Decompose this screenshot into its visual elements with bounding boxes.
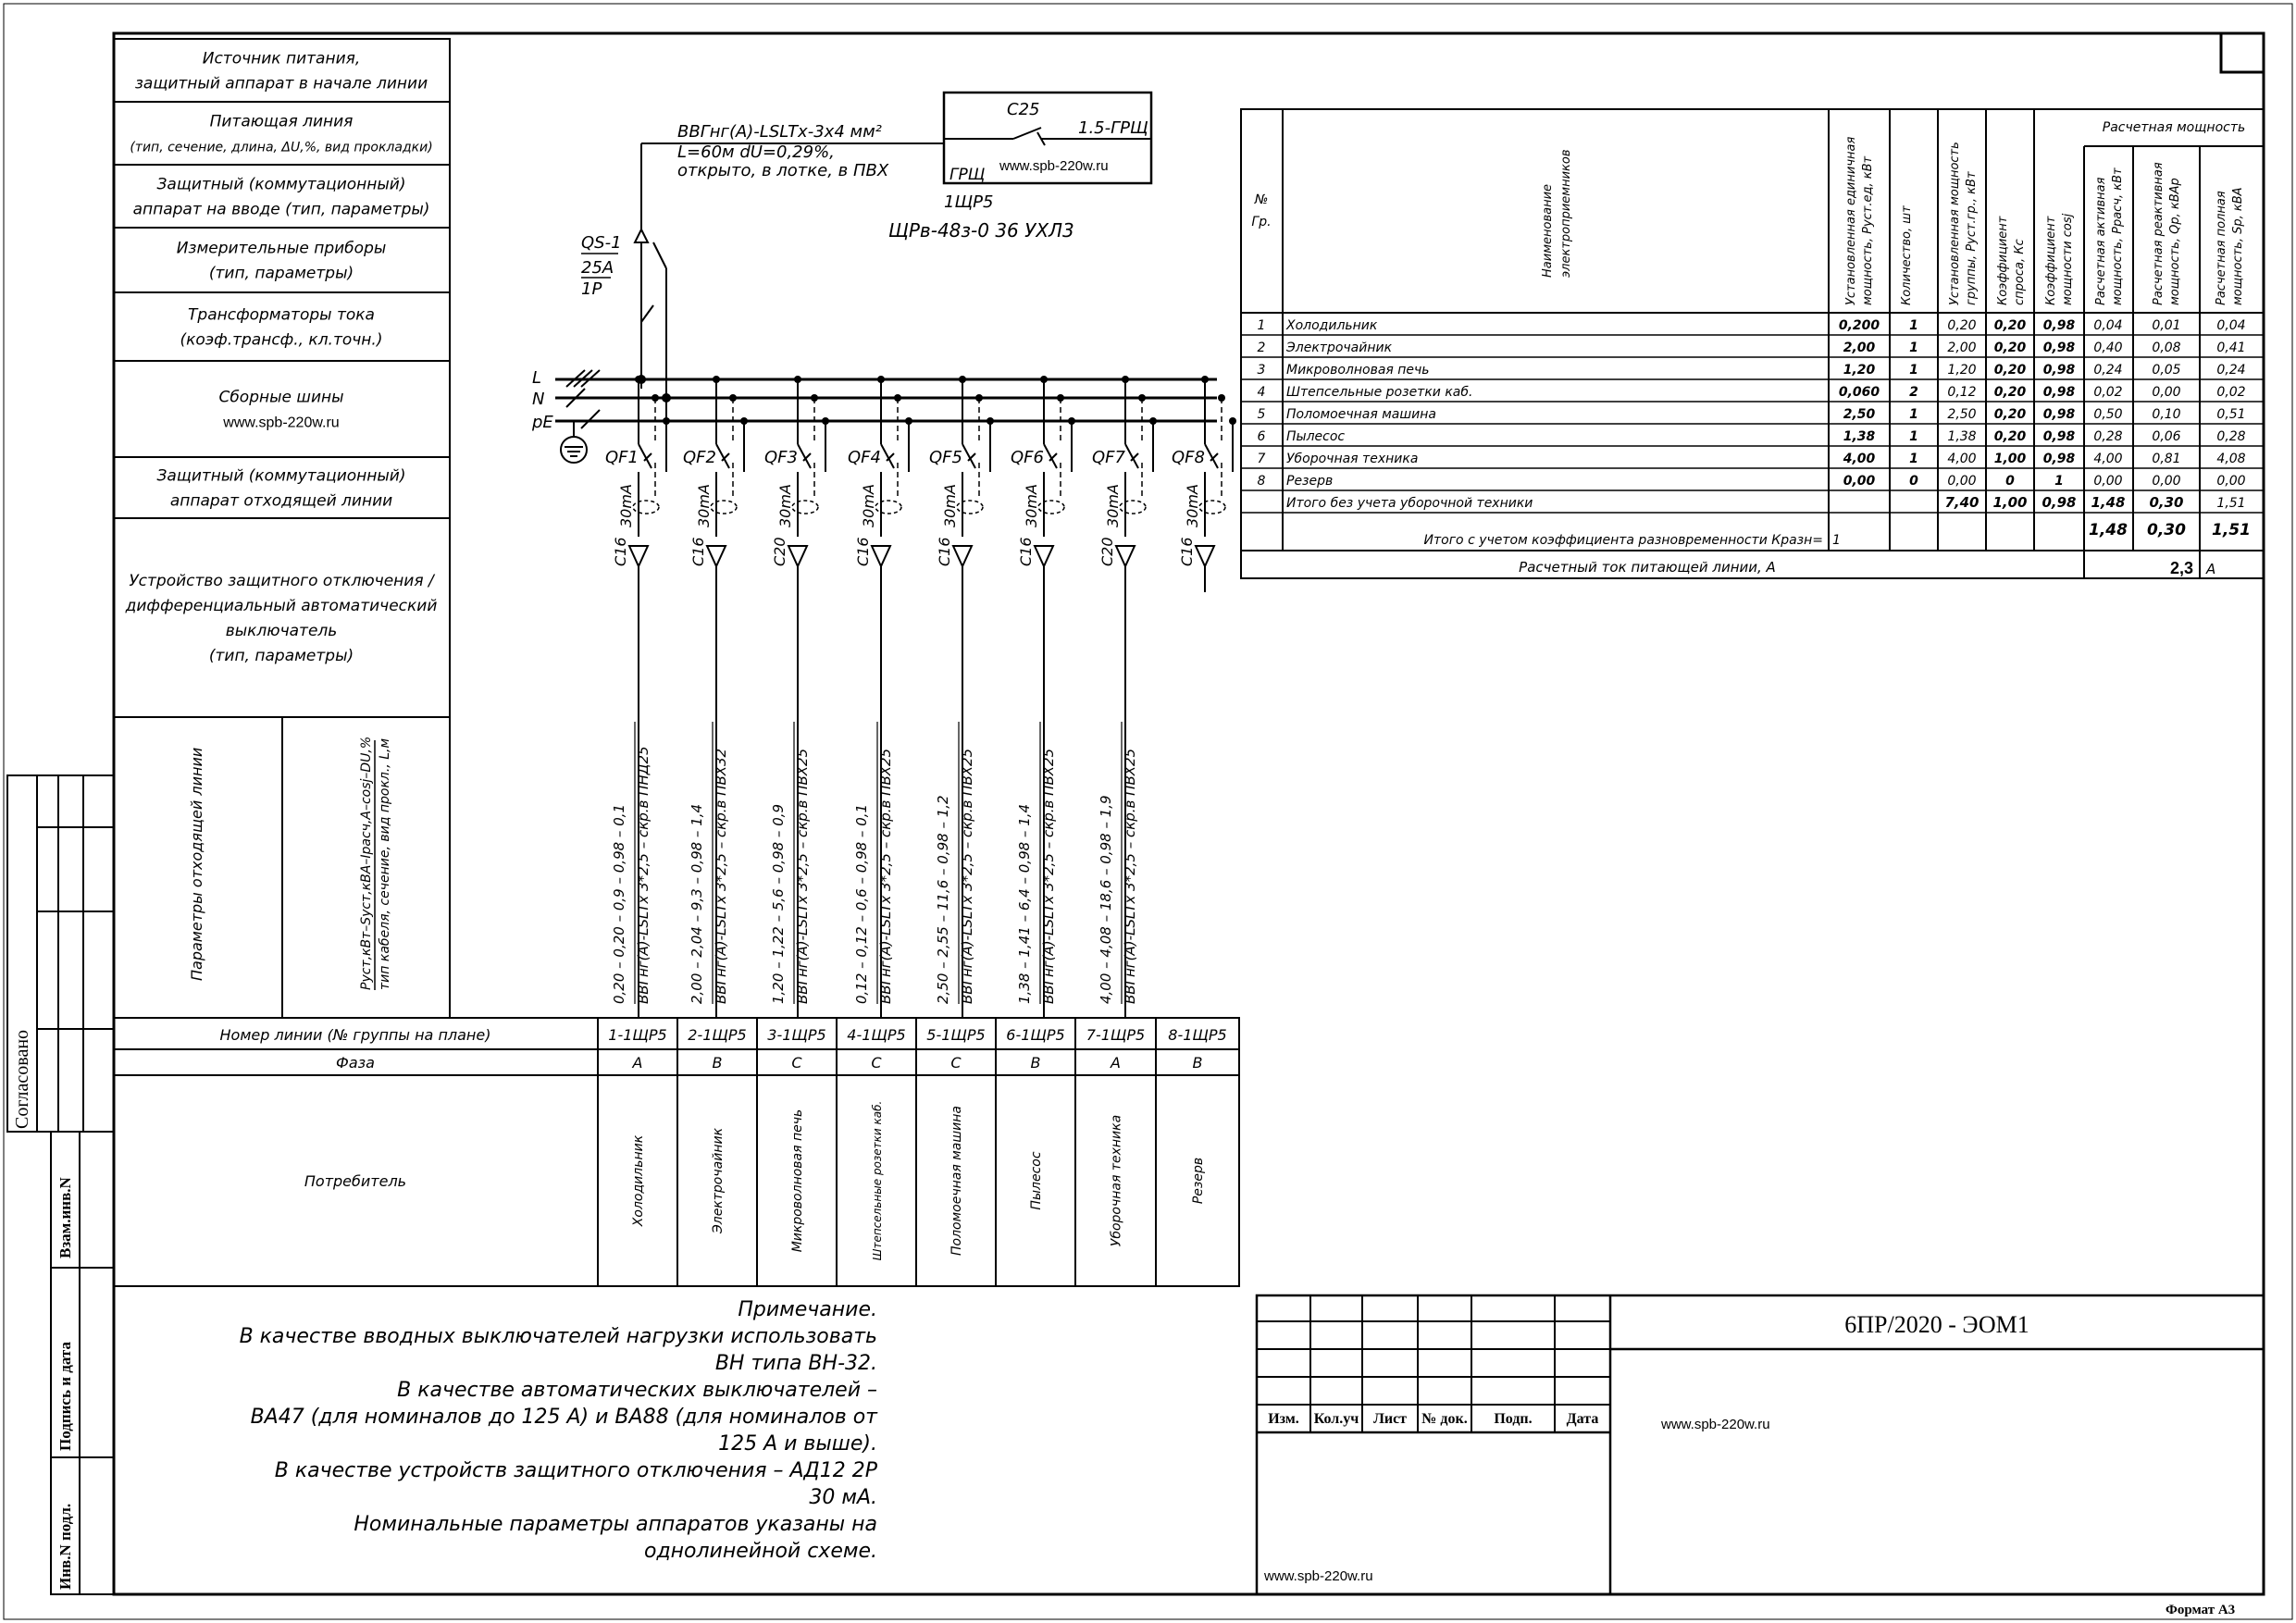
group-params: 2,50 – 2,55 – 11,6 – 0,98 – 1,2 — [935, 795, 951, 1004]
phase-value: B — [712, 1054, 723, 1072]
row-cell: 1,38 — [1947, 429, 1977, 444]
row-cell: 0,28 — [2216, 429, 2246, 444]
hdr-col: спроса, Кс — [2013, 239, 2027, 305]
phase-value: B — [1192, 1054, 1203, 1072]
left-row-text: Питающая линия — [209, 112, 354, 131]
row-cell: 0,01 — [2152, 318, 2181, 333]
group-8 — [1172, 376, 1236, 592]
left-row-text: Источник питания, — [202, 49, 361, 68]
note-line: В качестве автоматических выключателей – — [397, 1379, 877, 1402]
row-cell: 2,00 — [1843, 341, 1876, 355]
left-row-text: защитный аппарат в начале линии — [134, 74, 428, 93]
row-cell: 1 — [1257, 318, 1266, 333]
phase-value: B — [1030, 1054, 1041, 1072]
row-name: Пылесос — [1286, 429, 1346, 444]
row-cell: 0,98 — [2042, 429, 2076, 444]
group-4 — [848, 376, 912, 1018]
total2-k: 1 — [1832, 533, 1841, 548]
row-cell: 4,00 — [2093, 452, 2123, 466]
group-params: 1,38 – 1,41 – 6,4 – 0,98 – 1,4 — [1016, 803, 1033, 1004]
row-cell: 0,00 — [2093, 474, 2123, 489]
left-row-text: Сборные шины — [218, 388, 344, 407]
group-params: 4,00 – 4,08 – 18,6 – 0,98 – 1,9 — [1098, 795, 1114, 1004]
stamp-col: № док. — [1421, 1411, 1468, 1427]
row-cell: 0,98 — [2042, 407, 2076, 422]
row-cell: 8 — [1257, 474, 1266, 489]
note-line: Номинальные параметры аппаратов указаны на — [354, 1513, 877, 1536]
hdr-col: Коэффициент — [2044, 216, 2058, 305]
total1-inst: 7,40 — [1944, 494, 1980, 511]
left-row-text: www.spb-220w.ru — [223, 415, 340, 431]
qs-name: QS-1 — [581, 233, 622, 253]
row-cell: 0,20 — [1993, 385, 2027, 400]
row-cell: 2 — [1909, 385, 1918, 400]
row-cell: 0,04 — [2216, 318, 2246, 333]
row-cell: 0,20 — [1993, 318, 2027, 333]
qf-label: QF8 — [1172, 448, 1205, 467]
total2-p: 1,48 — [2089, 521, 2128, 539]
row-cell: 2,00 — [1947, 341, 1977, 355]
current-label: Расчетный ток питающей линии, А — [1519, 559, 1776, 576]
hdr-col: мощность, Ррасч, кВт — [2111, 167, 2125, 305]
hdr-col: Установленная мощность — [1948, 142, 1962, 305]
bus-pe: pE — [532, 413, 553, 432]
stamp-code: 6ПР/2020 - ЭОМ1 — [1844, 1311, 2029, 1338]
row-cell: 0,98 — [2042, 341, 2076, 355]
stamp-col: Кол.уч — [1313, 1411, 1359, 1427]
hdr-col: группы, Руст.гр., кВт — [1965, 171, 1979, 305]
group-2 — [683, 376, 748, 1018]
left-row-text: аппарат отходящей линии — [169, 491, 393, 511]
note-line: В качестве вводных выключателей нагрузки использовать — [239, 1325, 877, 1348]
total1-s: 1,51 — [2216, 496, 2246, 511]
notes — [240, 1298, 879, 1563]
stamp-col: Лист — [1372, 1411, 1408, 1427]
row-cell: 2 — [1257, 341, 1266, 355]
row-cell: 5 — [1257, 407, 1266, 422]
row-cell: 0,51 — [2216, 407, 2246, 422]
hdr-name: Наименование — [1541, 183, 1555, 278]
row-cell: 1 — [2054, 474, 2064, 489]
feeder-cable-3: открыто, в лотке, в ПВХ — [677, 161, 889, 180]
group-params: 0,20 – 0,20 – 0,9 – 0,98 – 0,1 — [611, 803, 627, 1004]
row-cell: 0,08 — [2152, 341, 2181, 355]
consumer-name: Электрочайник — [711, 1127, 726, 1234]
row-cell: 0,12 — [1947, 385, 1977, 400]
qf-label: QF5 — [929, 448, 962, 467]
total2-label: Итого с учетом коэффициента разновременности Кразн= — [1423, 533, 1823, 548]
row-cell: 0,98 — [2042, 363, 2076, 378]
row-cell: 0,20 — [1993, 429, 2027, 444]
note-line: ВА47 (для номиналов до 125 А) и ВА88 (для номиналов от — [250, 1406, 877, 1429]
left-row-text: аппарат на вводе (тип, параметры) — [132, 200, 430, 219]
row-cell: 0,00 — [2152, 474, 2181, 489]
row-name: Поломоечная машина — [1286, 407, 1437, 422]
row-name: Холодильник — [1286, 318, 1378, 333]
current-value: 2,3 — [2169, 559, 2193, 577]
group-1 — [605, 376, 670, 1018]
row-cell: 7 — [1257, 452, 1266, 466]
left-row-text: Трансформаторы тока — [188, 305, 375, 325]
row-cell: 0,04 — [2093, 318, 2123, 333]
line-number: 3-1ЩР5 — [767, 1026, 826, 1044]
feeder-cable: ВВГнг(А)-LSLTx-3x4 мм² — [677, 122, 882, 142]
row-name: Уборочная техника — [1286, 452, 1419, 466]
params-formula-2: тип кабеля, сечение, вид прокл., L,м — [378, 737, 392, 990]
total1-q: 0,30 — [2149, 494, 2184, 511]
phase-value: C — [791, 1054, 802, 1072]
row-cell: 1 — [1909, 341, 1918, 355]
consumer-name: Холодильник — [631, 1134, 646, 1227]
row-cell: 1 — [1909, 429, 1918, 444]
phase-label: Фаза — [336, 1054, 375, 1072]
panel-name: 1ЩР5 — [944, 192, 994, 212]
rcd-label: 30mA — [1184, 484, 1201, 527]
total2-q: 0,30 — [2147, 521, 2186, 539]
bus-l: L — [532, 368, 542, 388]
group-cable: ВВГнг(А)-LSLTx 3*2,5 – скр.в ПВХ25 — [794, 748, 811, 1004]
stamp-watermark: www.spb-220w.ru — [1661, 1417, 1770, 1432]
row-cell: 1 — [1909, 407, 1918, 422]
row-cell: 1,38 — [1843, 429, 1876, 444]
total1-label: Итого без учета уборочной техники — [1286, 496, 1533, 511]
group-cable: ВВГнг(А)-LSLTx 3*2,5 – скр.в ПВХ25 — [877, 748, 894, 1004]
stamp-col: Изм. — [1268, 1411, 1299, 1427]
group-cable: ВВГнг(А)-LSLTx 3*2,5 – скр.в ПНД25 — [635, 746, 652, 1004]
group-params: 2,00 – 2,04 – 9,3 – 0,98 – 1,4 — [689, 803, 705, 1004]
diagram-texts — [531, 100, 1148, 432]
note-line: 125 А и выше). — [718, 1432, 877, 1456]
hdr-calc-group: Расчетная мощность — [2102, 120, 2246, 135]
qf-label: QF1 — [605, 448, 639, 467]
row-cell: 0,50 — [2093, 407, 2123, 422]
left-row-text: Защитный (коммутационный) — [156, 175, 406, 194]
drawing-frame — [114, 33, 2264, 1594]
group-cable: ВВГнг(А)-LSLTx 3*2,5 – скр.в ПВХ25 — [1040, 748, 1057, 1004]
consumer-name: Поломоечная машина — [949, 1105, 964, 1257]
breaker-label: C16 — [1178, 537, 1196, 566]
breaker-label: C20 — [771, 537, 788, 566]
row-cell: 0,20 — [1993, 341, 2027, 355]
row-name: Электрочайник — [1286, 341, 1393, 355]
outgoing-groups — [605, 376, 1236, 1018]
row-cell: 2,50 — [1947, 407, 1977, 422]
row-cell: 0,200 — [1838, 318, 1880, 333]
consumer-label: Потребитель — [304, 1172, 407, 1190]
breaker-label: C16 — [854, 537, 872, 566]
row-cell: 0,05 — [2152, 363, 2181, 378]
row-cell: 1 — [1909, 363, 1918, 378]
hdr-col: Расчетная полная — [2215, 191, 2228, 305]
consumer-name: Пылесос — [1029, 1151, 1044, 1210]
hdr-num: № — [1254, 192, 1269, 207]
qs-rating: 25A — [581, 258, 614, 278]
row-cell: 0,20 — [1993, 407, 2027, 422]
hdr-name-2: электроприемников — [1559, 149, 1573, 278]
row-cell: 0 — [2005, 474, 2015, 489]
hdr-col: Расчетная активная — [2094, 177, 2108, 305]
stamp-watermark-2: www.spb-220w.ru — [1264, 1568, 1373, 1584]
group-params: 0,12 – 0,12 – 0,6 – 0,98 – 0,1 — [853, 803, 870, 1004]
left-panel-texts — [125, 50, 438, 991]
group-cable: ВВГнг(А)-LSLTx 3*2,5 – скр.в ПВХ25 — [959, 748, 975, 1004]
note-line: В качестве устройств защитного отключения – АД12 2Р — [274, 1459, 877, 1482]
row-cell: 0,06 — [2152, 429, 2181, 444]
inv-label: Инв.N подл. — [56, 1503, 74, 1590]
format-label: Формат А3 — [2166, 1603, 2236, 1617]
row-cell: 0,40 — [2093, 341, 2123, 355]
vzam-label: Взам.инв.N — [56, 1177, 74, 1258]
row-cell: 4,00 — [1947, 452, 1977, 466]
group-cable: ВВГнг(А)-LSLTx 3*2,5 – скр.в ПВХ25 — [1122, 748, 1138, 1004]
row-cell: 0,20 — [1947, 318, 1977, 333]
group-7 — [1092, 376, 1157, 1018]
left-row-text: дифференциальный автоматический — [125, 597, 438, 615]
rcd-label: 30mA — [1104, 484, 1122, 527]
row-cell: 1,00 — [1993, 452, 2027, 466]
source-name: 1.5-ГРЩ — [1078, 118, 1148, 138]
row-cell: 0,00 — [1947, 474, 1977, 489]
qf-label: QF2 — [683, 448, 716, 467]
group-6 — [1011, 376, 1075, 1018]
row-name: Резерв — [1286, 474, 1334, 489]
watermark: www.spb-220w.ru — [999, 158, 1109, 174]
row-cell: 0,00 — [1843, 474, 1876, 489]
row-name: Штепсельные розетки каб. — [1286, 385, 1473, 400]
row-cell: 1 — [1909, 318, 1918, 333]
grsh-label: ГРЩ — [949, 166, 986, 184]
hdr-col: мощность, Sр, кВА — [2231, 187, 2245, 305]
load-table-texts — [1251, 120, 2251, 577]
hdr-col: Расчетная реактивная — [2152, 162, 2166, 305]
line-number-label: Номер линии (№ группы на плане) — [219, 1026, 491, 1044]
rcd-label: 30mA — [1023, 484, 1040, 527]
row-cell: 0,02 — [2093, 385, 2123, 400]
qf-label: QF6 — [1011, 448, 1044, 467]
hdr-num-2: Гр. — [1251, 215, 1272, 229]
total1-kc: 1,00 — [1992, 494, 2028, 511]
consumer-name: Микроволновая печь — [790, 1109, 805, 1253]
line-number: 2-1ЩР5 — [688, 1026, 747, 1044]
line-number: 4-1ЩР5 — [847, 1026, 906, 1044]
qf-label: QF4 — [848, 448, 881, 467]
hdr-col: Установленная единичная — [1844, 136, 1858, 305]
row-cell: 0,98 — [2042, 452, 2076, 466]
group-table — [114, 1018, 1239, 1286]
row-cell: 0,81 — [2152, 452, 2181, 466]
left-row-text: Защитный (коммутационный) — [156, 466, 406, 486]
left-row-text: Измерительные приборы — [176, 239, 387, 258]
row-cell: 1,20 — [1843, 363, 1876, 378]
row-cell: 0 — [1909, 474, 1918, 489]
row-cell: 0,02 — [2216, 385, 2246, 400]
total2-s: 1,51 — [2212, 521, 2251, 539]
line-number: 7-1ЩР5 — [1086, 1026, 1146, 1044]
row-cell: 0,060 — [1838, 385, 1880, 400]
source-breaker: C25 — [1007, 100, 1040, 119]
stamp-col: Дата — [1566, 1411, 1599, 1427]
left-row-text: (коэф.трансф., кл.точн.) — [180, 330, 383, 350]
row-cell: 0,98 — [2042, 385, 2076, 400]
breaker-label: C16 — [689, 537, 707, 566]
bus-n: N — [532, 390, 545, 409]
row-cell: 0,00 — [2152, 385, 2181, 400]
consumer-name: Резерв — [1191, 1157, 1206, 1205]
row-cell: 6 — [1257, 429, 1266, 444]
side-strip — [7, 775, 114, 1594]
rcd-label: 30mA — [695, 484, 713, 527]
note-line: 30 мА. — [809, 1486, 877, 1509]
row-cell: 4,08 — [2216, 452, 2246, 466]
rcd-label: 30mA — [860, 484, 877, 527]
title-block — [1257, 1295, 2264, 1594]
current-unit: А — [2206, 561, 2216, 577]
row-cell: 0,24 — [2093, 363, 2123, 378]
phase-value: A — [632, 1054, 643, 1072]
group-params: 1,20 – 1,22 – 5,6 – 0,98 – 0,9 — [770, 803, 787, 1004]
row-cell: 4,00 — [1843, 452, 1876, 466]
rcd-label: 30mA — [941, 484, 959, 527]
left-row-text: (тип, параметры) — [208, 647, 354, 665]
panel-type: ЩРв-48з-0 36 УХЛ3 — [888, 219, 1074, 242]
line-number: 1-1ЩР5 — [608, 1026, 667, 1044]
line-number: 5-1ЩР5 — [926, 1026, 986, 1044]
note-line: однолинейной схеме. — [643, 1540, 877, 1563]
agreed-label: Согласовано — [12, 1029, 32, 1129]
hdr-col: мощности cosj — [2061, 213, 2075, 305]
row-cell: 3 — [1257, 363, 1266, 378]
qf-label: QF3 — [764, 448, 798, 467]
left-row-text: (тип, параметры) — [208, 264, 354, 283]
row-cell: 2,50 — [1843, 407, 1876, 422]
left-row-text: Устройство защитного отключения / — [129, 572, 434, 590]
breaker-label: C16 — [612, 537, 629, 566]
rcd-label: 30mA — [776, 484, 794, 527]
corner-box — [2221, 33, 2264, 72]
phase-value: C — [950, 1054, 962, 1072]
hdr-col: мощность, Руст.ед, кВт — [1861, 155, 1875, 305]
feeder-cable-2: L=60м dU=0,29%, — [677, 142, 835, 162]
row-cell: 0,41 — [2216, 341, 2246, 355]
total1-p: 1,48 — [2091, 494, 2126, 511]
params-formula: Pуст,кВт–Sуст,кВА–Iрасч,А–cosj–DU,% — [359, 736, 374, 990]
hdr-col: Коэффициент — [1996, 216, 2010, 305]
breaker-label: C16 — [1017, 537, 1035, 566]
row-cell: 0,24 — [2216, 363, 2246, 378]
row-cell: 1,20 — [1947, 363, 1977, 378]
row-cell: 0,20 — [1993, 363, 2027, 378]
row-cell: 0,10 — [2152, 407, 2181, 422]
stamp-col: Подп. — [1494, 1411, 1533, 1427]
breaker-label: C16 — [936, 537, 953, 566]
sign-label: Подпись и дата — [56, 1342, 74, 1451]
left-row-text: выключатель — [225, 622, 338, 640]
hdr-col: мощность, Qр, кВАр — [2168, 178, 2182, 305]
notes-title: Примечание. — [738, 1298, 877, 1321]
rcd-label: 30mA — [617, 484, 635, 527]
group-3 — [764, 376, 829, 1018]
hdr-col: Количество, шт — [1900, 205, 1914, 305]
params-label: Параметры отходящей линии — [188, 747, 205, 981]
line-number: 6-1ЩР5 — [1006, 1026, 1065, 1044]
group-5 — [929, 376, 994, 1018]
phase-value: C — [871, 1054, 882, 1072]
note-line: ВН типа ВН-32. — [714, 1352, 877, 1375]
phase-value: A — [1111, 1054, 1121, 1072]
qs-poles: 1P — [581, 279, 602, 299]
row-cell: 0,28 — [2093, 429, 2123, 444]
line-number: 8-1ЩР5 — [1168, 1026, 1227, 1044]
consumer-name: Уборочная техника — [1109, 1114, 1124, 1247]
row-cell: 0,98 — [2042, 318, 2076, 333]
group-cable: ВВГнг(А)-LSLTx 3*2,5 – скр.в ПВХ32 — [713, 748, 729, 1004]
breaker-label: C20 — [1098, 537, 1116, 566]
row-cell: 1 — [1909, 452, 1918, 466]
title-block-texts — [1263, 1311, 2235, 1617]
total1-cos: 0,98 — [2042, 494, 2077, 511]
qf-label: QF7 — [1092, 448, 1125, 467]
row-name: Микроволновая печь — [1286, 363, 1430, 378]
consumer-name: Штепсельные розетки каб. — [871, 1100, 884, 1261]
row-cell: 4 — [1257, 385, 1266, 400]
row-cell: 0,00 — [2216, 474, 2246, 489]
left-row-text: (тип, сечение, длина, ΔU,%, вид прокладки) — [130, 140, 433, 155]
